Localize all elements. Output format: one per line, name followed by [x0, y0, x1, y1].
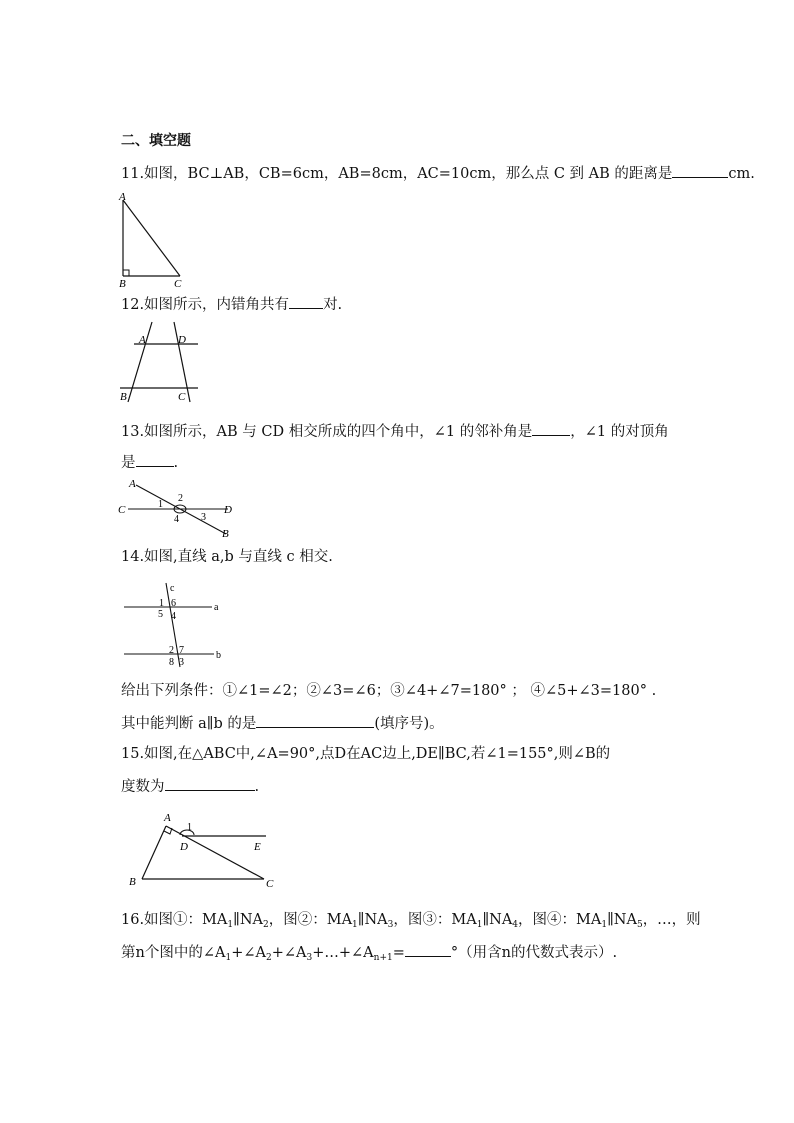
q16-text: ，…，则: [642, 912, 701, 928]
q13-answer-blank-2: [136, 452, 174, 467]
q13-label-A: A: [129, 478, 136, 490]
q13-angle-1: 1: [158, 499, 163, 510]
q14-angle-5: 5: [158, 609, 163, 620]
q14-angle-3: 3: [179, 657, 184, 668]
q11-label-C: C: [174, 278, 182, 290]
q14-angle-7: 7: [179, 645, 184, 656]
q14-angle-8: 8: [169, 657, 174, 668]
q12-figure: [118, 322, 202, 404]
q11-label-A: A: [119, 191, 126, 203]
question-14: 14.如图,直线 a,b 与直线 c 相交.: [121, 549, 333, 565]
q15-label-B: B: [129, 876, 136, 888]
q14-line-3: [121, 713, 444, 734]
q14-angle-1: 1: [159, 598, 164, 609]
q16-text: +∠A: [271, 945, 307, 961]
q16-sub: 1: [352, 920, 358, 930]
question-11: [121, 163, 755, 184]
q12-tail: 对.: [323, 297, 343, 313]
q13-label-D: D: [224, 504, 232, 516]
question-16-line-2: [121, 942, 617, 963]
q16-text: ，图④：MA: [518, 912, 602, 928]
q16-sub: 3: [306, 953, 313, 963]
q13-answer-blank-1: [532, 421, 570, 436]
q14-angle-4: 4: [171, 611, 176, 622]
q12-label-A: A: [139, 334, 146, 346]
q16-text: ∥NA: [357, 912, 388, 928]
q13-angle-4: 4: [174, 514, 179, 525]
q16-text: ∥NA: [482, 912, 513, 928]
q15-label-C: C: [266, 878, 274, 890]
q12-label-B: B: [120, 391, 127, 403]
q12-label-D: D: [178, 334, 186, 346]
question-12: [121, 294, 342, 315]
q16-text: ∥NA: [233, 912, 263, 928]
q16-sub: 2: [265, 953, 272, 963]
q15-figure: [124, 808, 284, 892]
q11-answer-blank: [672, 163, 728, 178]
q11-label-B: B: [119, 278, 126, 290]
q14-angle-6: 6: [171, 598, 176, 609]
q12-label-C: C: [178, 391, 186, 403]
q16-sub: 3: [387, 920, 394, 930]
q15-label-A: A: [164, 812, 171, 824]
question-16-line-1: [121, 910, 701, 930]
q11-text: 11.如图，BC⊥AB，CB=6cm，AB=8cm，AC=10cm，那么点 C 到 AB 的距离是: [121, 166, 673, 182]
q16-text: +∠A: [231, 945, 266, 961]
q15-answer-blank: [165, 776, 255, 791]
q15-label-D: D: [180, 841, 188, 853]
q16-sub: n+1: [373, 953, 393, 963]
q14-figure: [118, 581, 230, 667]
question-15-line-1: 15.如图,在△ABC中,∠A=90°,点D在AC边上,DE∥BC,若∠1=155°,则∠B的: [121, 746, 611, 762]
section-title: 二、填空题: [121, 133, 191, 149]
q11-unit: cm.: [728, 166, 755, 182]
q14-angle-2: 2: [169, 645, 174, 656]
q16-text: °（用含n的代数式表示）.: [450, 945, 618, 961]
question-13-line-2: [121, 452, 178, 473]
q13-label-C: C: [118, 504, 126, 516]
q13-text-3: 是: [121, 455, 136, 471]
q14-label-a: a: [214, 602, 219, 613]
q16-sub: 4: [512, 920, 519, 930]
q15-tail: .: [254, 779, 260, 795]
q14-label-c: c: [170, 583, 175, 594]
q13-text-2: ，∠1 的对顶角: [570, 424, 669, 440]
q15-angle-1: 1: [187, 822, 192, 833]
q16-sub: 1: [601, 920, 608, 930]
q16-text: 第n个图中的∠A: [121, 945, 226, 961]
q14-question: 其中能判断 a∥b 的是: [121, 716, 257, 732]
q16-text: =: [392, 945, 405, 961]
q11-figure: [118, 191, 188, 290]
q12-answer-blank: [289, 294, 323, 309]
q15-label-E: E: [254, 841, 261, 853]
q13-angle-2: 2: [178, 493, 183, 504]
q16-text: ，图②：MA: [268, 912, 353, 928]
q16-answer-blank: [405, 942, 451, 957]
q14-label-b: b: [216, 650, 221, 661]
question-15-line-2: [121, 776, 259, 797]
q16-text: ，图③：MA: [393, 912, 477, 928]
q16-sub: 1: [225, 953, 232, 963]
q14-hint: (填序号)。: [374, 716, 444, 732]
q13-figure: [118, 476, 236, 540]
q13-angle-3: 3: [201, 512, 206, 523]
q16-sub: 5: [636, 920, 643, 930]
q13-text-1: 13.如图所示，AB 与 CD 相交所成的四个角中，∠1 的邻补角是: [121, 424, 533, 440]
q16-sub: 1: [476, 920, 483, 930]
q13-label-B: B: [222, 528, 229, 540]
q13-text-4: .: [173, 455, 179, 471]
q12-text: 12.如图所示，内错角共有: [121, 297, 290, 313]
q15-text: 度数为: [121, 779, 165, 795]
q16-text: ∥NA: [607, 912, 637, 928]
q16-text: 16.如图①：MA: [121, 912, 228, 928]
q16-sub: 2: [262, 920, 269, 930]
q16-text: +…+∠A: [312, 945, 374, 961]
q14-conditions: 给出下列条件：①∠1=∠2；②∠3=∠6；③∠4+∠7=180° ； ④∠5+∠3=180° .: [121, 683, 657, 699]
question-13-line-1: [121, 421, 669, 442]
q14-answer-blank: [256, 713, 374, 728]
q16-sub: 1: [227, 920, 234, 930]
